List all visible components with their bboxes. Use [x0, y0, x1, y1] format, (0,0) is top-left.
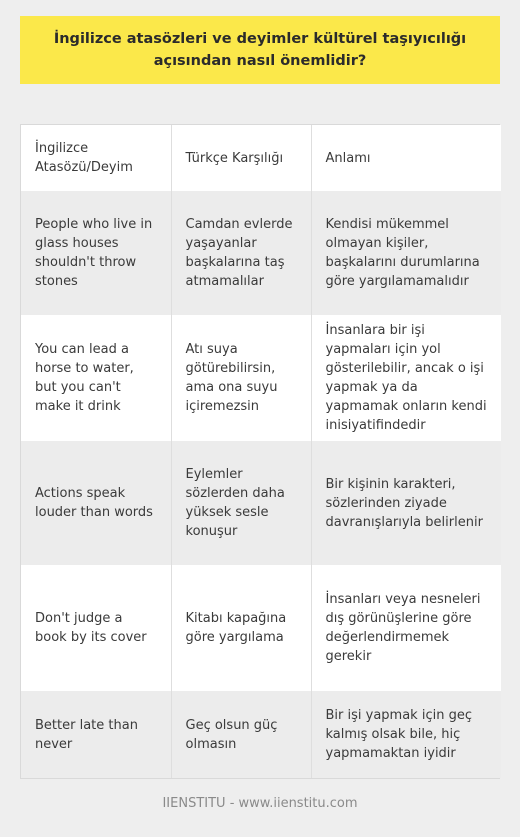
page-title: İngilizce atasözleri ve deyimler kültürel taşıyıcılığı açısından nasıl önemlidir? [53, 31, 467, 69]
proverbs-table-grid [21, 125, 501, 778]
title-banner [20, 16, 500, 84]
cell-turkish: Geç olsun güç olmasın [171, 691, 311, 778]
table-row [21, 441, 501, 565]
header-meaning: Anlamı [311, 125, 501, 191]
table-row [21, 315, 501, 441]
cell-english: Don't judge a book by its cover [21, 565, 171, 691]
header-english-proverb: İngilizce Atasözü/Deyim [21, 125, 171, 191]
footer-credit: IIENSTITU - www.iienstitu.com [162, 796, 358, 811]
cell-turkish: Camdan evlerde yaşayanlar başkalarına taş atmamalılar [171, 191, 311, 315]
cell-meaning: İnsanlara bir işi yapmaları için yol gösterilebilir, ancak o işi yapmak ya da yapmamak onların kendi inisiyatifindedir [311, 315, 501, 441]
cell-turkish: Kitabı kapağına göre yargılama [171, 565, 311, 691]
proverbs-table [20, 124, 500, 779]
table-row [21, 565, 501, 691]
cell-english: Better late than never [21, 691, 171, 778]
cell-meaning: İnsanları veya nesneleri dış görünüşlerine göre değerlendirmemek gerekir [311, 565, 501, 691]
cell-meaning: Kendisi mükemmel olmayan kişiler, başkalarını durumlarına göre yargılamamalıdır [311, 191, 501, 315]
cell-english: Actions speak louder than words [21, 441, 171, 565]
cell-turkish: Atı suya götürebilirsin, ama ona suyu içiremezsin [171, 315, 311, 441]
table-header-row [21, 125, 501, 191]
cell-meaning: Bir işi yapmak için geç kalmış olsak bile, hiç yapmamaktan iyidir [311, 691, 501, 778]
cell-english: You can lead a horse to water, but you can't make it drink [21, 315, 171, 441]
cell-turkish: Eylemler sözlerden daha yüksek sesle konuşur [171, 441, 311, 565]
header-turkish-equivalent: Türkçe Karşılığı [171, 125, 311, 191]
cell-meaning: Bir kişinin karakteri, sözlerinden ziyade davranışlarıyla belirlenir [311, 441, 501, 565]
table-row [21, 191, 501, 315]
cell-english: People who live in glass houses shouldn't throw stones [21, 191, 171, 315]
table-row [21, 691, 501, 778]
